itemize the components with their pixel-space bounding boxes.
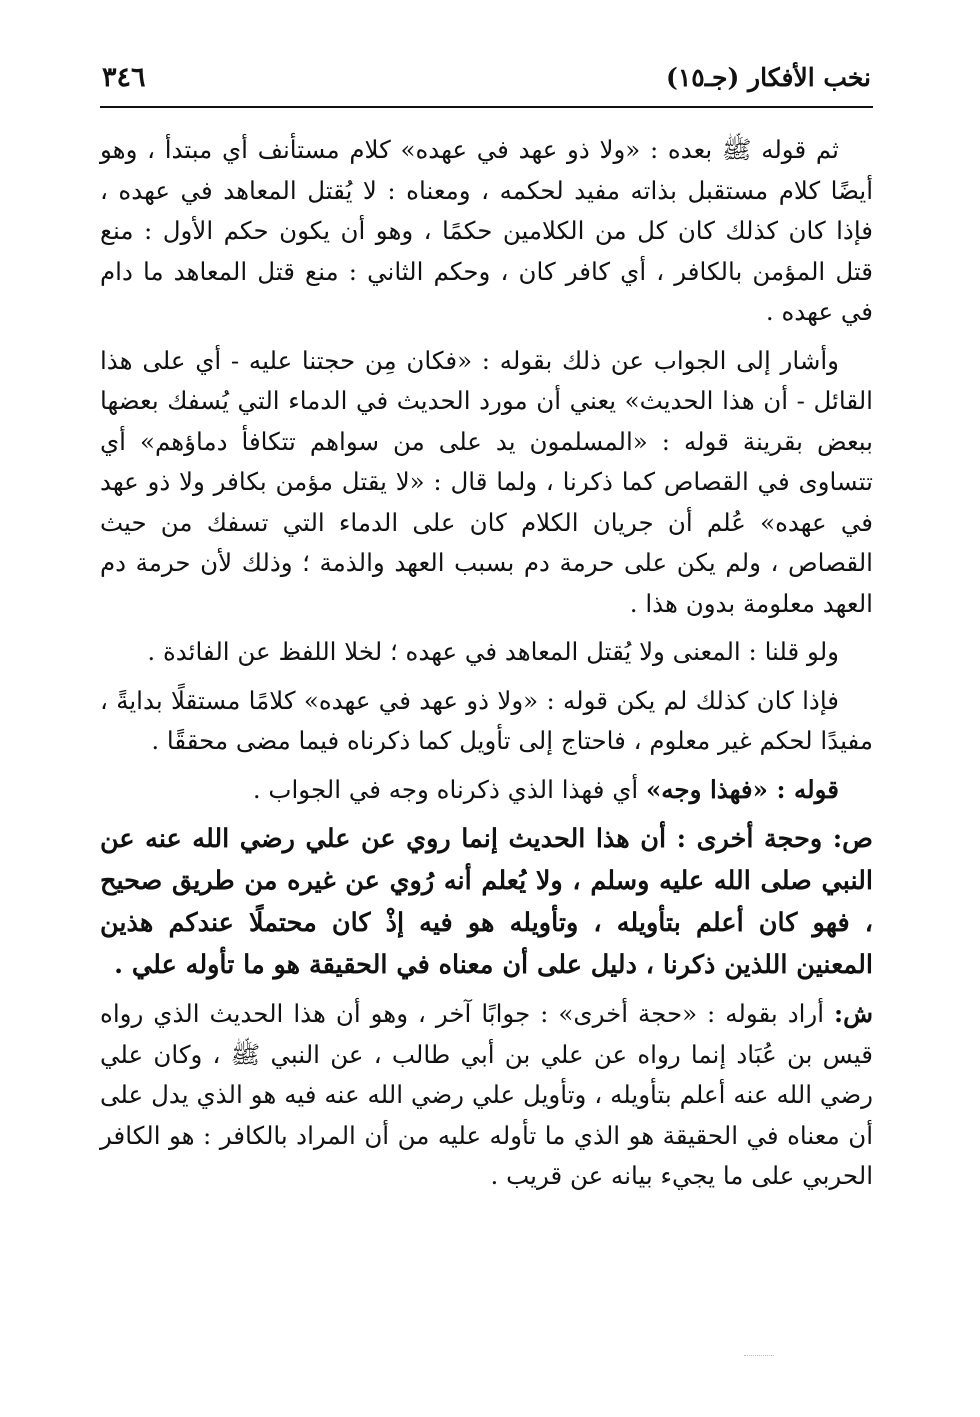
page-header [100,62,873,108]
paragraph-text: ثم قوله ﷺ بعده : «ولا ذو عهد في عهده» كلام مستأنف أي مبتدأ ، وهو أيضًا كلام مستقبل بذاته مفيد لحكمه ، ومعناه : لا يُقتل المعاهد في عهده ، فإذا كان كذلك كان كل من الكلامين حكمًا ، وهو أن يكون حكم الأول : منع قتل المؤمن بالكافر ، أي كافر كان ، وحكم الثاني : منع قتل المعاهد ما دام في عهده . [100,135,873,326]
page-number: ٣٤٦ [102,62,146,93]
paragraph-4 [100,681,873,762]
paragraph-text: وحجة أخرى : أن هذا الحديث إنما روي عن علي رضي الله عنه عن النبي صلى الله عليه وسلم ، ولا يُعلم أنه رُوي عن غيره من طريق صحيح ، فهو كان أعلم بتأويله ، وتأويله هو فيه إذْ كان محتملًا عندكم هذين المعنين اللذين ذكرنا ، دليل على أن معناه في الحقيقة هو ما تأوله علي . [100,824,873,980]
paragraph-5 [100,770,873,811]
sharh-paragraph [100,994,873,1197]
paragraph-text: أراد بقوله : «حجة أخرى» : جوابًا آخر ، وهو أن هذا الحديث الذي رواه قيس بن عُبَاد إنما رواه عن علي بن أبي طالب ، عن النبي ﷺ ، وكان علي رضي الله عنه أعلم بتأويله ، وتأويل علي رضي الله عنه فيه هو الذي يدل على أن معناه في الحقيقة هو الذي ما تأوله عليه من أن المراد بالكافر : هو الكافر الحربي على ما يجيء بيانه عن قريب . [100,999,873,1190]
quoted-phrase: قوله : «فهذا وجه» [645,774,839,804]
paragraph-3 [100,632,873,673]
paragraph-text: وأشار إلى الجواب عن ذلك بقوله : «فكان مِن حجتنا عليه - أي على هذا القائل - أن هذا الحديث» يعني أن مورد الحديث في الدماء التي يُسفك بعضها ببعض بقرينة قوله : «المسلمون يد على من سواهم تتكافأ دماؤهم» أي تتساوى في القصاص كما ذكرنا ، ولما قال : «لا يقتل مؤمن بكافر ولا ذو عهد في عهده» عُلم أن جريان الكلام كان على الدماء التي تسفك من حيث القصاص ، ولم يكن على حرمة دم بسبب العهد والذمة ؛ وذلك لأن حرمة دم العهد معلومة بدون هذا . [100,345,873,618]
paragraph-2 [100,341,873,625]
paragraph-text: فإذا كان كذلك لم يكن قوله : «ولا ذو عهد في عهده» كلامًا مستقلًا بدايةً ، مفيدًا لحكم غير معلوم ، فاحتاج إلى تأويل كما ذكرناه فيما مضى محققًا . [100,685,873,755]
shin-marker: ش: [834,999,873,1028]
page-body [100,130,873,1197]
matn-paragraph [100,818,873,986]
sad-marker: ص: [832,824,873,854]
book-page [100,62,873,1205]
paragraph-text: ولو قلنا : المعنى ولا يُقتل المعاهد في عهده ؛ لخلا اللفظ عن الفائدة . [147,637,839,666]
paragraph-text: أي فهذا الذي ذكرناه وجه في الجواب . [252,774,639,804]
paragraph-1 [100,130,873,333]
page-speck [744,1355,774,1359]
book-title: نخب الأفكار (جـ١٥) [665,63,871,92]
